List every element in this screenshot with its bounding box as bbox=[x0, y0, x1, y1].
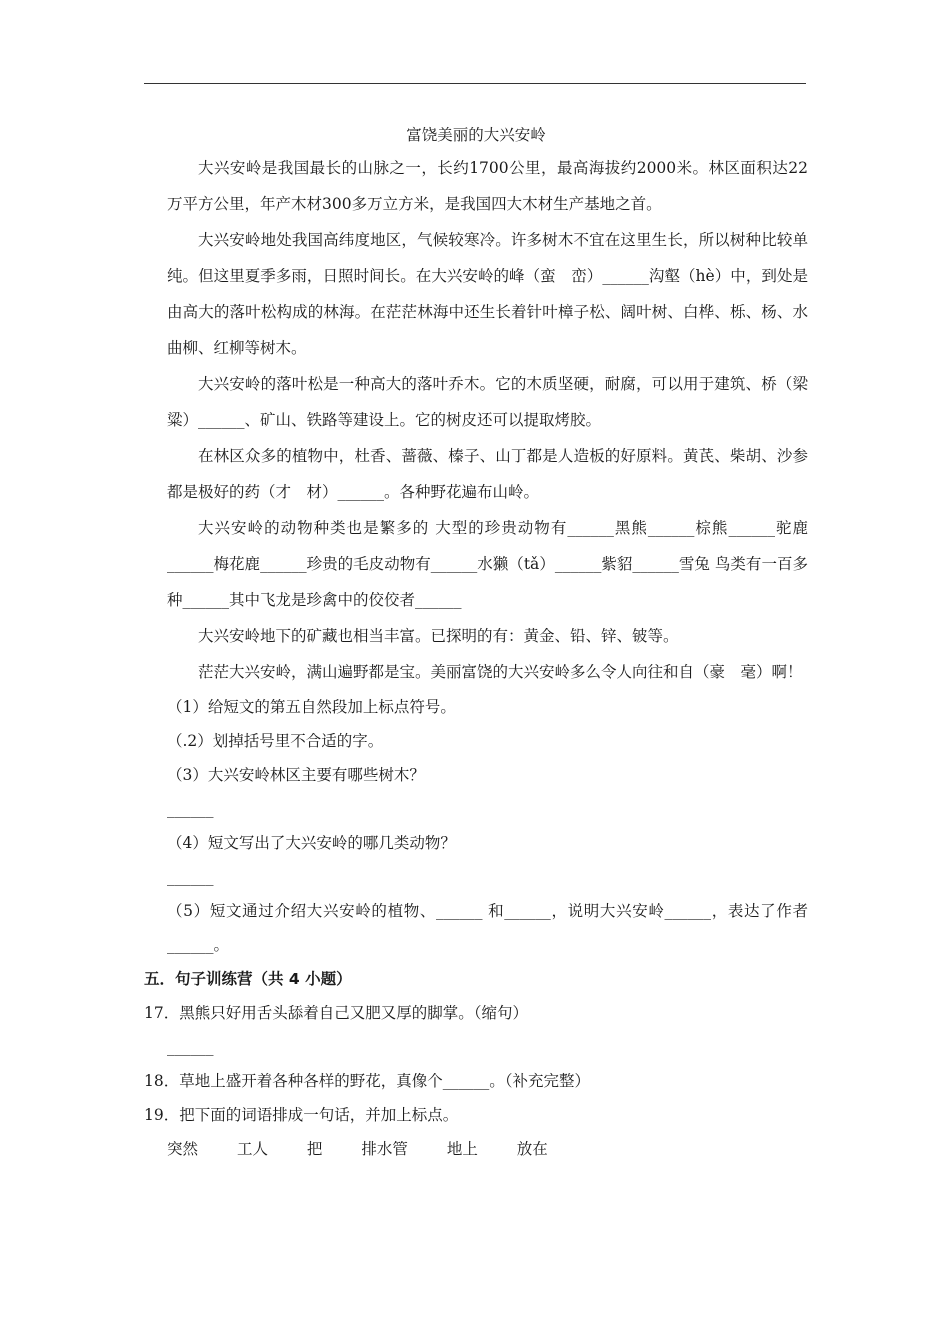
paragraph-6: 大兴安岭地下的矿藏也相当丰富。已探明的有：黄金、铅、锌、铍等。 bbox=[198, 627, 679, 645]
question-3-answer-blank[interactable]: ______ bbox=[167, 800, 214, 818]
item-17-answer-blank[interactable]: ______ bbox=[167, 1038, 214, 1056]
item-17: 17．黑熊只好用舌头舔着自己又肥又厚的脚掌。（缩句） bbox=[144, 1004, 528, 1022]
item-19: 19．把下面的词语排成一句话，并加上标点。 bbox=[144, 1106, 459, 1124]
question-2: （.2）划掉括号里不合适的字。 bbox=[167, 732, 384, 750]
passage-title: 富饶美丽的大兴安岭 bbox=[406, 126, 546, 144]
item-18: 18．草地上盛开着各种各样的野花，真像个______。（补充完整） bbox=[144, 1072, 590, 1090]
paragraph-1: 大兴安岭是我国最长的山脉之一，长约1700公里，最高海拔约2000米。林区面积达22万平方公里，年产木材300多万立方米，是我国四大木材生产基地之首。 bbox=[167, 159, 808, 213]
section-5-heading bbox=[144, 962, 808, 996]
word-item: 放在 bbox=[516, 1140, 548, 1158]
question-4: （4）短文写出了大兴安岭的哪几类动物？ bbox=[167, 834, 456, 852]
question-4-answer-blank[interactable]: ______ bbox=[167, 868, 214, 886]
paragraph-7: 茫茫大兴安岭，满山遍野都是宝。美丽富饶的大兴安岭多么令人向往和自（豪 毫）啊！ bbox=[198, 663, 803, 681]
section-5-prefix: 五． bbox=[144, 969, 176, 988]
paragraph-5: 大兴安岭的动物种类也是繁多的 大型的珍贵动物有______黑熊______棕熊______驼鹿______梅花鹿______珍贵的毛皮动物有______水獭（tǎ）______紫貂______雪兔 鸟类有一百多种______其中飞龙是珍禽中的佼佼者______ bbox=[167, 519, 808, 609]
word-item: 地上 bbox=[446, 1140, 478, 1158]
question-3: （3）大兴安岭林区主要有哪些树木？ bbox=[167, 766, 425, 784]
document-page bbox=[144, 120, 824, 1166]
word-list bbox=[167, 1132, 808, 1166]
paragraph-2: 大兴安岭地处我国高纬度地区，气候较寒冷。许多树木不宜在这里生长，所以树种比较单纯。但这里夏季多雨，日照时间长。在大兴安岭的峰（蛮 峦）______沟壑（hè）中，到处是由高大的落叶松构成的林海。在茫茫林海中还生长着针叶樟子松、阔叶树、白桦、栎、杨、水曲柳、红柳等树木。 bbox=[167, 231, 808, 357]
word-item: 把 bbox=[306, 1140, 323, 1158]
section-5-title: 句子训练营（共 4 小题） bbox=[175, 970, 352, 988]
word-item: 突然 bbox=[167, 1140, 199, 1158]
paragraph-3: 大兴安岭的落叶松是一种高大的落叶乔木。它的木质坚硬，耐腐，可以用于建筑、桥（梁 粱）______、矿山、铁路等建设上。它的树皮还可以提取烤胶。 bbox=[167, 375, 824, 429]
question-5: （5）短文通过介绍大兴安岭的植物、______ 和______，说明大兴安岭______，表达了作者______。 bbox=[167, 902, 808, 954]
header-rule bbox=[144, 83, 806, 84]
question-1: （1）给短文的第五自然段加上标点符号。 bbox=[167, 698, 456, 716]
word-item: 排水管 bbox=[361, 1140, 408, 1158]
word-item: 工人 bbox=[236, 1140, 268, 1158]
paragraph-4: 在林区众多的植物中，杜香、蔷薇、榛子、山丁都是人造板的好原料。黄芪、柴胡、沙参都是极好的药（才 材）______。各种野花遍布山岭。 bbox=[167, 447, 808, 501]
